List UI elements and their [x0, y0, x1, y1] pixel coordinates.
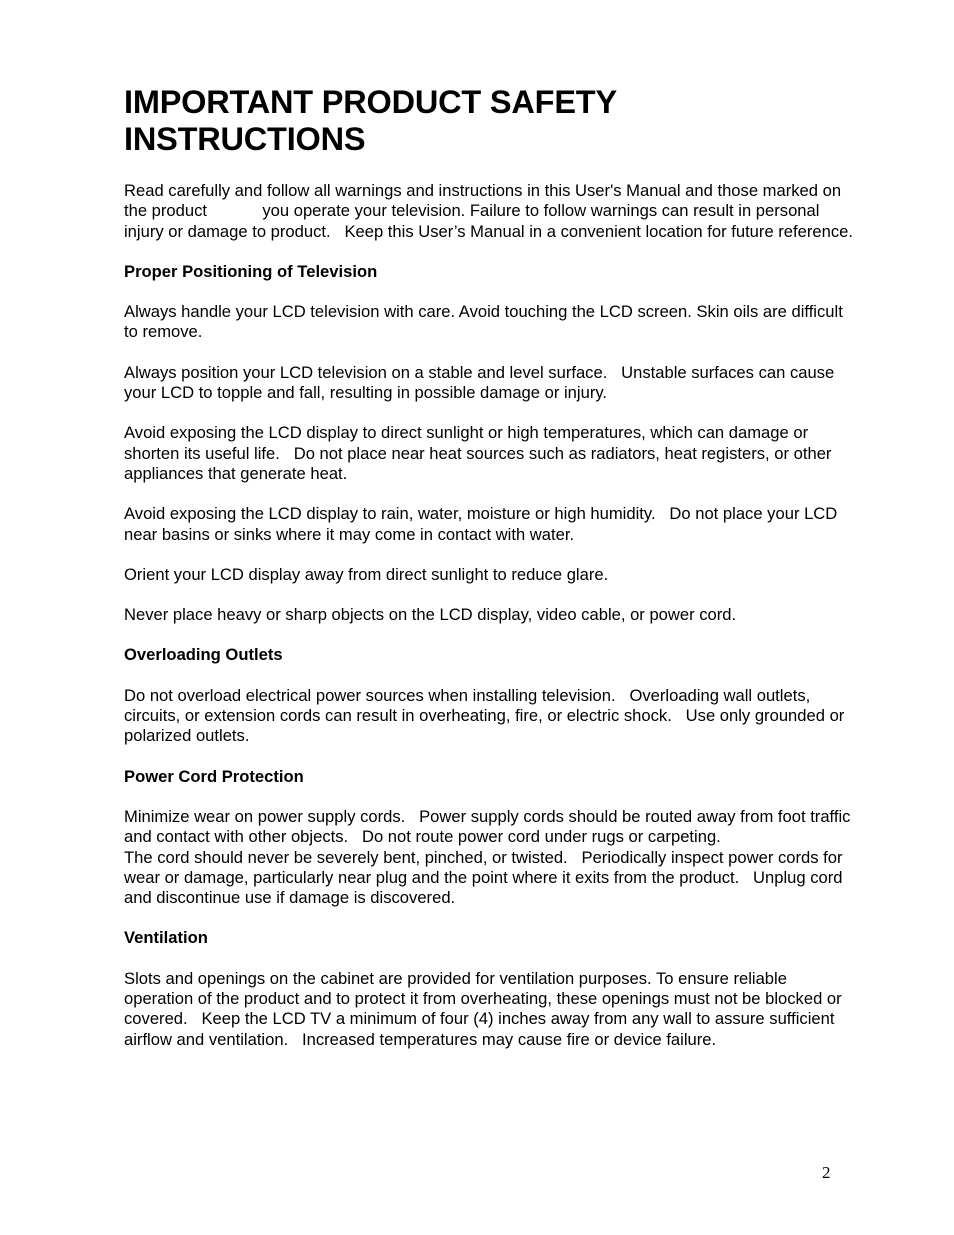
paragraph-overload: Do not overload electrical power sources when installing television. Overloading wall outlets, circuits, or extension cords can result in overheating, fire, or electric shock. Use only grounded or polarized outlets.	[124, 685, 849, 746]
section-heading-positioning: Proper Positioning of Television	[124, 261, 378, 281]
intro-paragraph: Read carefully and follow all warnings and instructions in this User's Manual and those marked on the product you operate your television. Failure to follow warnings can result in personal injury or damage to product. Keep this User’s Manual in a convenient location for future reference.	[124, 181, 853, 241]
section-heading-power-cord: Power Cord Protection	[124, 766, 304, 786]
section-heading-outlets: Overloading Outlets	[124, 645, 283, 665]
section-heading-ventilation: Ventilation	[124, 928, 208, 948]
paragraph-heavy-objects: Never place heavy or sharp objects on the LCD display, video cable, or power cord.	[124, 605, 737, 625]
paragraph-handle-care: Always handle your LCD television with care. Avoid touching the LCD screen. Skin oils are difficult to remove.	[124, 302, 848, 342]
document-page	[124, 84, 859, 1070]
paragraph-power-cord: Minimize wear on power supply cords. Power supply cords should be routed away from foot traffic and contact with other objects. Do not route power cord under rugs or carpeting. The cord should never be severely bent, pinched, or twisted. Periodically inspect power cords for wear or damage, particularly near plug and the point where it exits from the product. Unplug cord and discontinue use if damage is discovered.	[124, 806, 851, 908]
page-number: 2	[822, 1163, 831, 1182]
paragraph-glare: Orient your LCD display away from direct sunlight to reduce glare.	[124, 564, 609, 584]
page-title: IMPORTANT PRODUCT SAFETY INSTRUCTIONS	[124, 84, 617, 157]
paragraph-sunlight-heat: Avoid exposing the LCD display to direct sunlight or high temperatures, which can damage or shorten its useful life. Do not place near heat sources such as radiators, heat registers, or other appliances that generate heat.	[124, 423, 837, 483]
paragraph-stable-surface: Always position your LCD television on a stable and level surface. Unstable surfaces can cause your LCD to topple and fall, resulting in possible damage or injury.	[124, 362, 839, 403]
paragraph-ventilation: Slots and openings on the cabinet are provided for ventilation purposes. To ensure reliable operation of the product and to protect it from overheating, these openings must not be blocked or covered. Keep the LCD TV a minimum of four (4) inches away from any wall to assure sufficient airflow and ventilation. Increased temperatures may cause fire or device failure.	[124, 968, 847, 1049]
paragraph-water: Avoid exposing the LCD display to rain, water, moisture or high humidity. Do not place your LCD near basins or sinks where it may come in contact with water.	[124, 504, 842, 544]
